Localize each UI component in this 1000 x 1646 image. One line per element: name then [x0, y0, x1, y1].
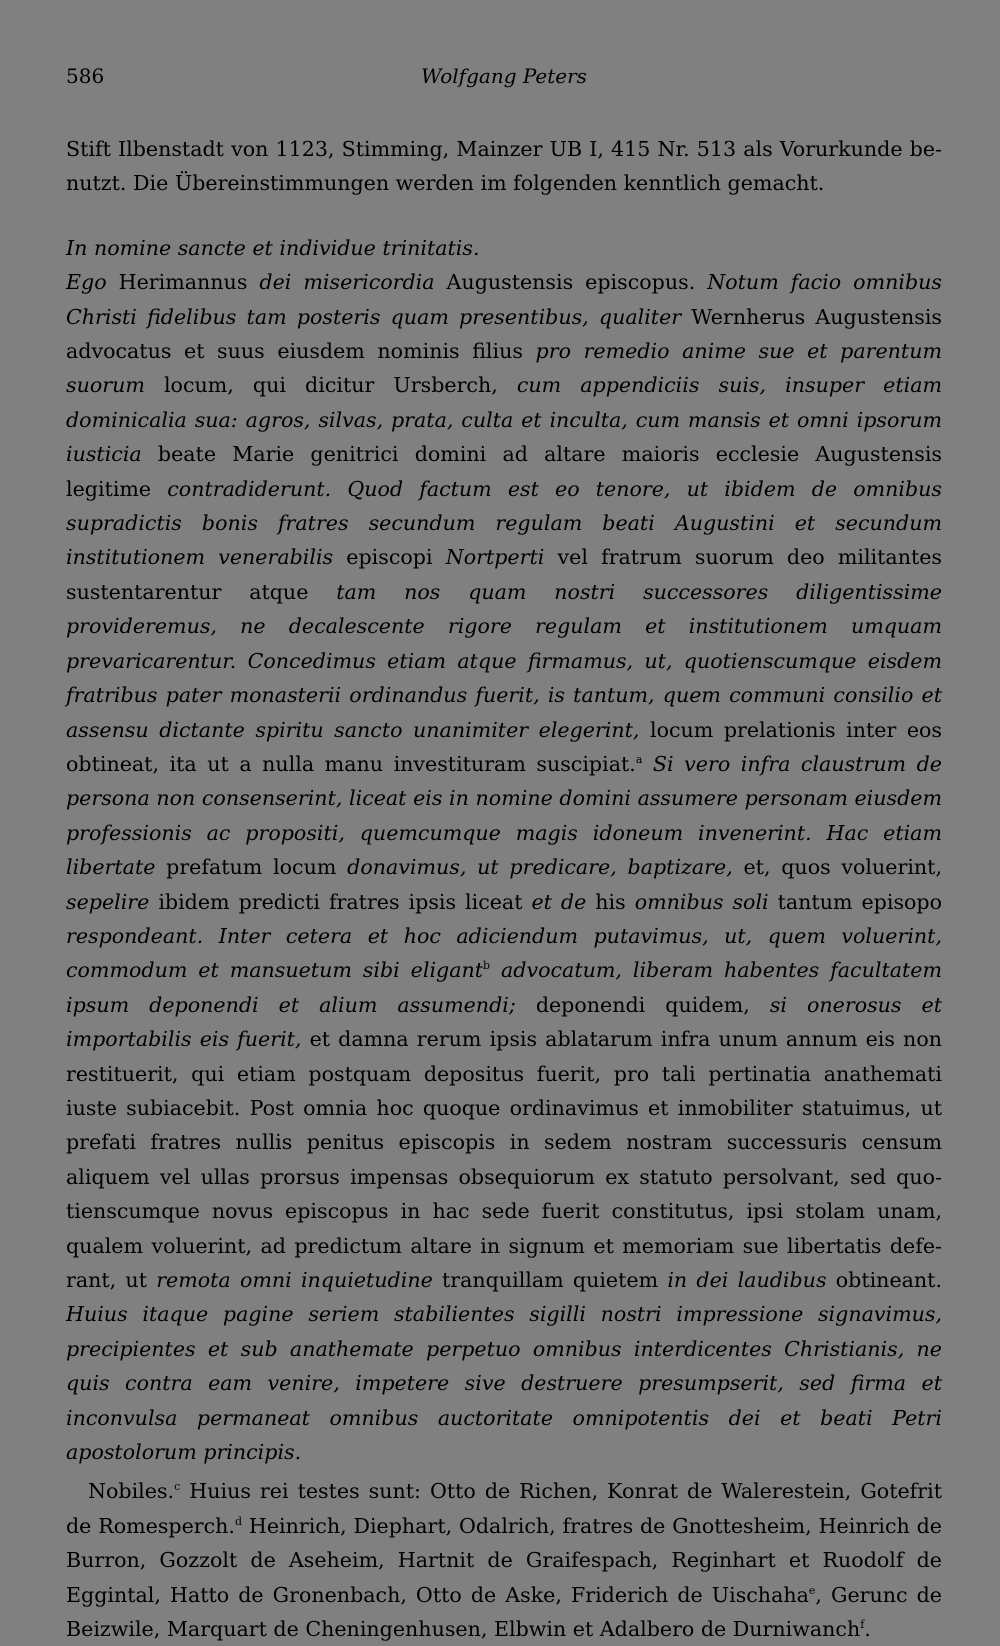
italic-run: Nortperti	[445, 545, 545, 570]
roman-run: deponendi quidem,	[515, 992, 770, 1017]
page-number: 586	[66, 64, 105, 88]
roman-run: prefatum locum	[155, 855, 348, 880]
italic-run: pro remedio anime sue et parentum suorum	[66, 339, 942, 398]
italic-run: advocatum, liberam habentes facultatem ipsum deponendi et alium assumendi;	[66, 958, 942, 1017]
italic-run: contradiderunt. Quod factum est eo tenore, ut ibidem de omnibus supradictis bonis fratres secundum regulam beati Augustini et secundum institutionem venerabilis	[66, 476, 942, 570]
roman-run: obtineant.	[826, 1268, 942, 1292]
italic-run: in dei laudibus	[667, 1268, 827, 1292]
book-page	[66, 56, 942, 1646]
footnote-marker: e	[808, 1583, 816, 1597]
roman-run: Wernherus Augustensis advocatus et suus eiusdem nominis filius	[66, 304, 942, 364]
footnote-marker: c	[174, 1480, 181, 1494]
roman-run: Herimannus	[106, 270, 260, 295]
page-header	[66, 56, 942, 86]
roman-run: , Gerunc de Beizwile, Marquart de Cheningenhusen, Elbwin et Adalbero de Durniwanch	[66, 1582, 942, 1642]
roman-run: ibidem predicti fratres ipsis liceat	[149, 889, 532, 914]
italic-run: respondeant. Inter cetera et hoc adiciendum putavimus, ut, quem voluerint, commodum et mansuetum sibi eligant	[66, 923, 942, 983]
italic-run: remota omni inquietudine	[156, 1268, 433, 1292]
footnote-marker: f	[860, 1618, 865, 1632]
italic-run: sepelire	[66, 889, 150, 914]
italic-run: cum appendiciis suis, insuper etiam dominicalia sua: agros, silvas, prata, culta et inculta, cum mansis et omni ipsorum iusticia	[66, 373, 942, 467]
italic-run: In nomine sancte et individue trinitatis.	[66, 235, 480, 260]
roman-run: locum prelationis inter eos obtineat, ita ut a nulla manu investituram suscipiat.	[66, 717, 942, 776]
italic-run: tam nos quam nostri successores diligentissime provideremus, ne decalescente rigore regulam et institutionem umquam prevaricarentur. Concedimus etiam atque firmamus, ut, quotienscumque eisdem fratribus pater monasterii ordinandus fuerit, is tantum, quem communi consilio et assensu dictante spiritu sancto unanimiter elegerint,	[66, 579, 942, 742]
roman-run: tranquillam quietem	[432, 1268, 668, 1292]
roman-run: his	[586, 889, 635, 914]
italic-run: et de	[531, 889, 587, 914]
footnote-marker: a	[635, 753, 643, 767]
roman-run: beate Marie genitrici domini ad altare maioris ecclesie Augustensis legitime	[66, 442, 942, 501]
italic-run: Huius itaque pagine seriem stabilientes sigilli nostri impressione signavimus, precipientes et sub anathemate perpetuo omnibus interdicentes Christianis, ne quis contra eam venire, impetere sive destruere presumpserit, sed firma et inconvulsa permaneat omnibus auctoritate omnipotentis dei et beati Petri apostolorum principis.	[66, 1302, 942, 1465]
roman-run: Augustensis episcopus.	[434, 270, 708, 295]
roman-run: .	[864, 1617, 871, 1642]
roman-run: Heinrich, Diephart, Odalrich, fratres de Gnottesheim, Heinrich de Burron, Gozzolt de Aseheim, Hartnit de Graifespach, Reginhart et Ruodolf de Eggintal, Hatto de Gronenbach, Otto de Aske, Friderich de Uischaha	[66, 1513, 942, 1607]
witness-list	[66, 1474, 942, 1646]
running-head: Wolfgang Peters	[421, 64, 587, 88]
intro-paragraph	[66, 132, 942, 201]
roman-run: tantum episopo	[768, 889, 942, 914]
page-body	[66, 132, 942, 1646]
roman-run: vel fratrum suorum deo militantes sustentarentur atque	[66, 545, 942, 604]
footnote-marker: d	[234, 1514, 243, 1528]
roman-run: Huius rei testes sunt: Otto de Richen, Konrat de Walerestein, Gotefrit de Romesperch.	[66, 1479, 942, 1538]
roman-run: Nobiles.	[88, 1479, 175, 1504]
italic-run: si onerosus et importabilis eis fuerit,	[66, 992, 942, 1052]
italic-run: omnibus soli	[634, 889, 769, 914]
roman-run: et damna rerum ipsis ablatarum infra unum annum eis non restituerit, qui etiam postquam depositus fuerit, pro tali pertinatia anathemati iuste subiacebit. Post omnia hoc quoque ordinavimus et inmobiliter statuimus, ut prefati fratres nullis penitus episcopis in sedem nostram successuris censum aliquem vel ullas prorsus impensas obsequiorum ex statuto persolvant, sed quotienscumque novus episcopus in hac sede fuerit constitutus, ipsi stolam unam, qualem voluerint, ad predictum altare in signum et memoriam sue libertatis deferant, ut	[66, 1027, 942, 1292]
italic-run: Si vero infra claustrum de persona non consenserint, liceat eis in nomine domini assumere personam eiusdem professionis ac propositi, quemcumque magis idoneum invenerint. Hac etiam libertate	[66, 751, 942, 880]
roman-run: et, quos voluerint,	[732, 855, 942, 880]
invocation-line	[66, 231, 942, 265]
charter-text	[66, 265, 942, 1469]
italic-run: Ego	[66, 270, 107, 295]
footnote-marker: b	[483, 959, 491, 973]
roman-run: locum, qui dicitur Ursberch,	[144, 373, 517, 398]
roman-run: episcopi	[333, 545, 446, 570]
italic-run: donavimus, ut predicare, baptizare,	[347, 855, 733, 880]
roman-run: Stift Ilbenstadt von 1123, Stimming, Mainzer UB I, 415 Nr. 513 als Vorurkunde benutzt. Die Übereinstimmungen werden im folgenden kenntlich gemacht.	[66, 137, 942, 196]
italic-run: dei misericordia	[259, 270, 435, 295]
italic-run: Notum facio omnibus Christi fidelibus tam posteris quam presentibus, qualiter	[66, 270, 942, 329]
